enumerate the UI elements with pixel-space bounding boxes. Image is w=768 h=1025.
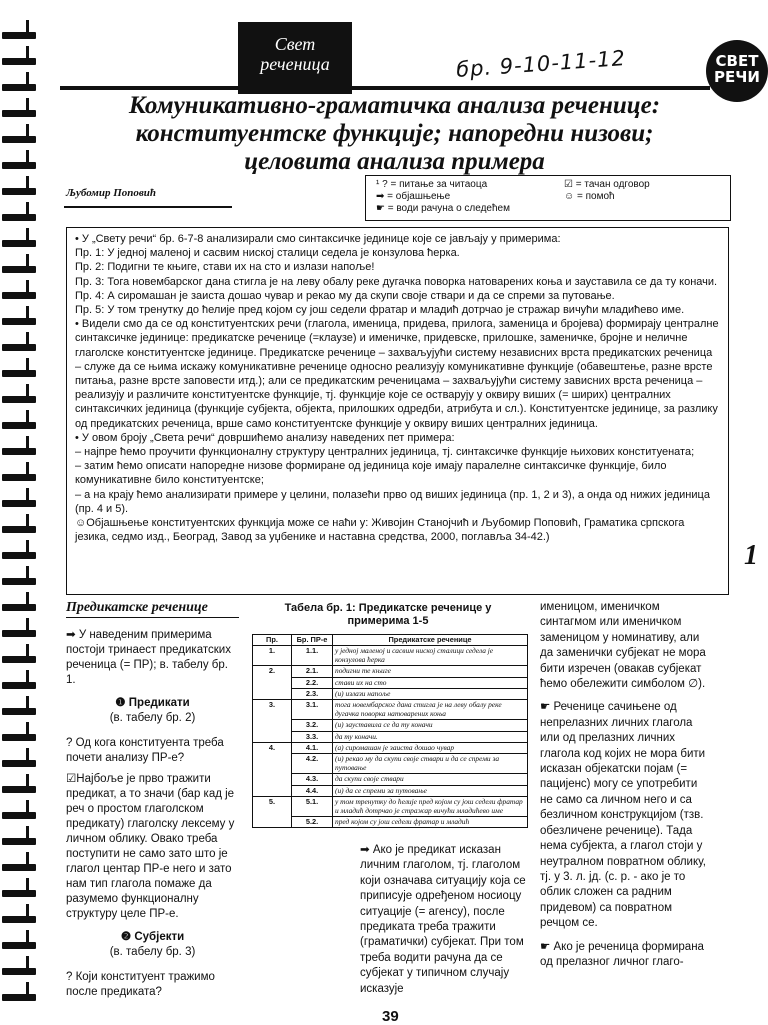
table-row: 5.2. пред којом су још седели фратар и младић [253,816,528,827]
intro-box: • У „Свету речи“ бр. 6-7-8 анализирали смо синтаксичке јединице које се јављају у примерима: Пр. 1: У једној маленој и сасвим ниској сталици седела је конзулова ћерка. Пр. 2: Подигни те књиге, стави их на сто и излази напоље! Пр. 3: Тога новембарског дана стигла је на леву обалу реке дугачка поворка натоварених коња и зауставила се да ту коначи. Пр. 4: А сиромашан је заиста дошао чувар и рекао му да скупи своје ствари и да се спреми за путовање. Пр. 5: У том тренутку до ћелије пред којом су још седели фратар и младић дотрчао је стражар вичући младићево име. • Видели смо да се од конституентских речи (глагола, именица, придева, прилога, заменица и бројева) формирају централне синтаксичке јединице: предикатске реченице (=клаузе) и именичке, придевске, прилошке, заменичке, бројне и неличне глаголске конституентске јединице. Предикатске реченице – захваљујући систему независних врста предикатских реченица – служе да се њима искажу комуникативне реченице односно реализују комуникативне функције (обавештење, разне врсте питања, разне врсте заповести итд.); али се предикатским реченицама – захваљујући систему зависних врста реченица – реализују и различите конституентске функције, тј. функције које се остварују у оквиру виших (= ширих) централних синтаксичких јединица (функције субјекта, објекта, прилошких одредби, атрибута и сл.). Конституентске јединице, за разлику од предикатских реченица, врше само конституентске функције у оквиру виших централних јединица. • У овом броју „Света речи“ довршићемо анализу наведених пет примера: – најпре ћемо проучити функционалну структуру централних јединица, тј. синтаксичке функције њихових конституената; – затим ћемо описати напоредне низове формиране од јединица које имају паралелне синтаксичке функције, било комуникативне било конституентске; – а на крају ћемо анализирати примере у целини, полазећи прво од виших јединица (пр. 1, 2 и 3), а онда од нижих јединица (пр. 4 и 5). ☺Објашњење конституентских функција може се наћи у: Живојин Станојчић и Љубомир Поповић, Граматика српскога језика, седмо изд., Београд, Завод за уџбенике и наставна средства, 2000, поглавља 34-42.) [66,227,729,595]
table-header: Предикатске реченице [333,635,528,646]
page-number: 39 [382,1008,399,1025]
clauses-table [252,634,528,828]
table-row: 3.2. (и) зауставила се да ту коначи [253,720,528,731]
spiral-binding [0,0,40,1024]
legend-correct: ☑ = тачан одговор [564,179,650,190]
header-rule [60,86,710,90]
column-right: именицом, именичком синтагмом или именичком заменицом у номинативу, али да заменички субјекат не мора бити изречен (овакав субјекат ћемо обележити симболом ∅). ☛ Реченице сачињене од непрелазних личних глагола или од прелазних личних глагола код којих не мора бити исказан објекатски појам (= пацијенс) могу се употребити не само са личном него и са безличном конструкцијом (тзв. обезличене реченице). Тада нема субјекта, а глагол стоји у неутралном повратном облику, тј. у 3. л. јд. (с. р. - ако је то облик сложен са радним придевом) са повратном речцом се. ☛ Ако је реченица формирана од прелазног личног глаго- [540,601,706,968]
legend-question: ¹ ? = питање за читаоца [376,179,488,190]
handwritten-note: бр. 9-10-11-12 [455,46,627,82]
section-tab-line-1: Свет [274,34,316,54]
author: Љубомир Поповић [66,187,157,199]
section-heading: Предикатске реченице [66,600,239,618]
legend-help: ☺ = помоћ [564,191,615,202]
symbol-legend [365,175,731,221]
article-title: Комуникативно-граматичка анализа реченице: конституентске функције; напоредни низови; целовита анализа примера [128,92,661,175]
legend-explanation: ➡ = објашњење [376,191,451,202]
subheading-predicates: ❶ Предикати [115,697,190,709]
side-mark: 1 [744,540,758,571]
column-left: Предикатске реченице ➡ У наведеним примерима постоји тринаест предикатских реченица (= ПР); в. табелу бр. 1. ❶ Предикати (в. табелу бр. 2) ? Од кога конституента треба почети анализу ПР-е? ☑Најбоље је прво тражити предикат, а то значи (бар кад је реч о простом глаголском предикату) глаголску лексему у личном облику. Овако треба поступити не само зато што је глагол центар ПР-е него и зато нам тип глагола помаже да разумемо функционалну структуру целе ПР-е. ❷ Субјекти (в. табелу бр. 3) ? Који конституент тражимо после предиката? [66,600,239,1006]
table-header: Пр. [253,635,292,646]
table-row: 4.3. да скупи своје ствари [253,774,528,785]
column-middle-text: ➡ Ако је предикат исказан личним глаголом, тј. глаголом који означава ситуацију која се приписује одређеном носиоцу ситуације (= агенсу), после предиката треба тражити (граматички) субјекат. При том треба водити рачуна да се субјекат у типичном случају исказује [360,844,526,995]
legend-note: ☛ = води рачуна о следећем [376,203,510,214]
table-row: 2.2. стави их на сто [253,677,528,688]
section-tab-line-2: реченица [260,54,330,74]
table-row: 5. 5.1. у том тренутку до ћелије пред којом су још седели фратар и младић дотрчао је стражар вичући младићево име [253,797,528,817]
table-row: 4.4. (и) да се спреми за путовање [253,785,528,796]
table-row: 4. 4.1. (а) сиромашан је заиста дошао чувар [253,743,528,754]
section-tab [238,22,352,94]
table-row: 2.3. (и) излази напоље [253,689,528,700]
table-caption: Табела бр. 1: Предикатске реченице у примерима 1-5 [284,602,492,627]
table-row: 4.2. (и) рекао му да скупи своје ствари и да се спреми за путовање [253,754,528,774]
table-header: Бр. ПР-е [292,635,333,646]
subheading-subjects: ❷ Субјекти [120,931,185,943]
table-row: 3.3. да ту коначи. [253,731,528,742]
magazine-logo: СВЕТ РЕЧИ [706,40,768,102]
author-rule [64,206,232,208]
table-row: 3. 3.1. тога новембарског дана стигла је на леву обалу реке дугачка поворка натоварених коња [253,700,528,720]
table-row: 2. 2.1. подигни те књиге [253,666,528,677]
table-row: 1. 1.1. у једној маленој и сасвим ниској сталици седела је конзулова ћерка [253,646,528,666]
